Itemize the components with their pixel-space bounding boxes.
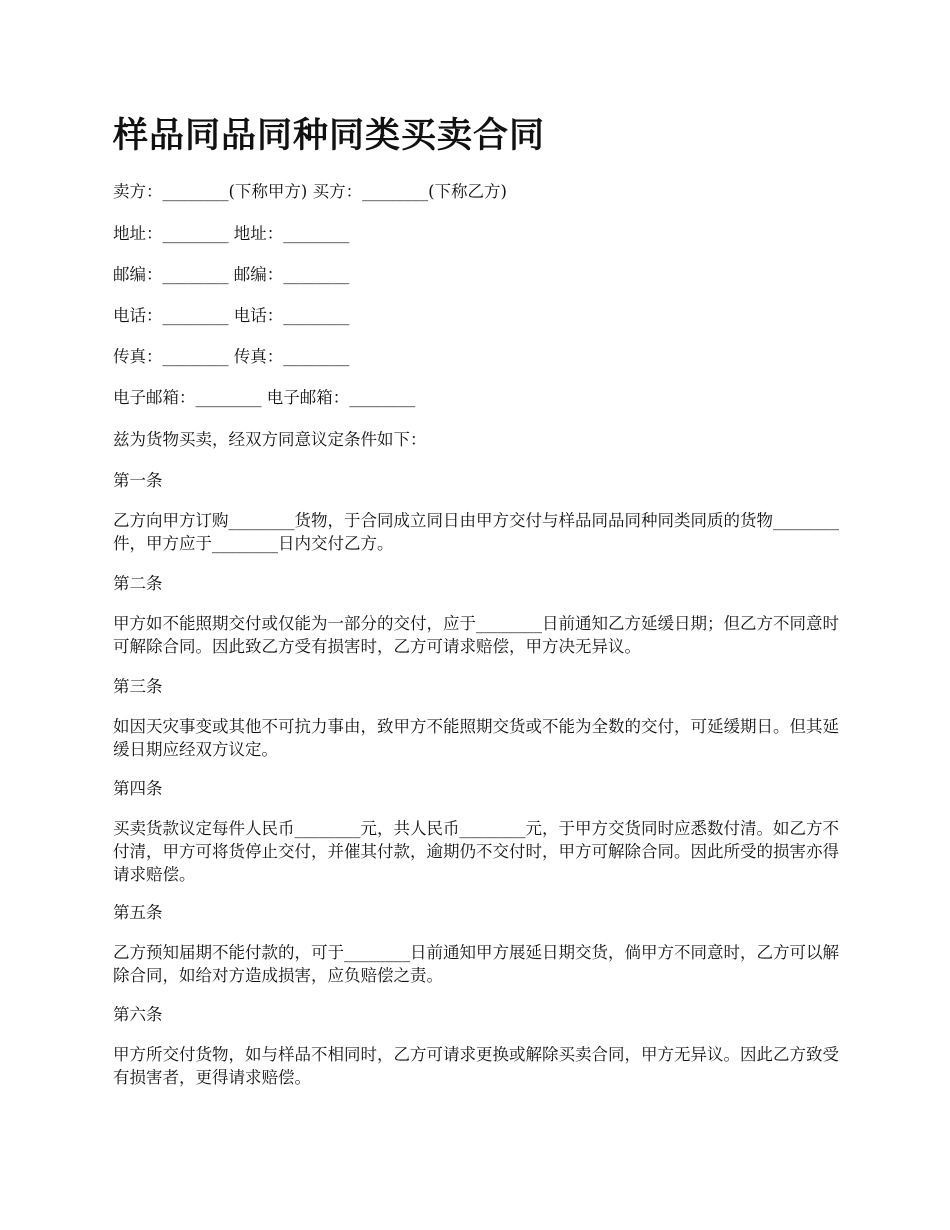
article-3-heading: 第三条 [113, 677, 163, 696]
article-6-heading: 第六条 [113, 1005, 163, 1024]
article-3-text: 如因天灾事变或其他不可抗力事由，致甲方不能照期交货或不能为全数的交付，可延缓期日。但其延缓日期应经双方议定。 [113, 717, 839, 759]
article-5-heading: 第五条 [113, 903, 163, 922]
article-4-text: 买卖货款议定每件人民币________元，共人民币________元，于甲方交货同时应悉数付清。如乙方不付清，甲方可将货停止交付，并催其付款，逾期仍不交付时，甲方可解除合同。因此所受的损害亦得请求赔偿。 [113, 819, 839, 884]
article-6-text: 甲方所交付货物，如与样品不相同时，乙方可请求更换或解除买卖合同，甲方无异议。因此乙方致受有损害者，更得请求赔偿。 [113, 1045, 839, 1087]
article-4-heading: 第四条 [113, 779, 163, 798]
party-fax-line: 传真：________ 传真：________ [113, 347, 350, 366]
party-address-line: 地址：________ 地址：________ [113, 224, 350, 243]
article-2-heading: 第二条 [113, 574, 163, 593]
document-title: 样品同品同种同类买卖合同 [113, 115, 546, 156]
article-5-text: 乙方预知届期不能付款的，可于________日前通知甲方展延日期交货，倘甲方不同意时，乙方可以解除合同，如给对方造成损害，应负赔偿之责。 [113, 943, 839, 985]
article-2-text: 甲方如不能照期交付或仅能为一部分的交付，应于________日前通知乙方延缓日期；但乙方不同意时可解除合同。因此致乙方受有损害时，乙方可请求赔偿，甲方决无异议。 [113, 614, 839, 656]
party-postcode-line: 邮编：________ 邮编：________ [113, 265, 350, 284]
article-1-text: 乙方向甲方订购________货物，于合同成立同日由甲方交付与样品同品同种同类同质的货物________件，甲方应于________日内交付乙方。 [113, 511, 839, 553]
party-email-line: 电子邮箱：________ 电子邮箱：________ [113, 388, 416, 407]
article-1-heading: 第一条 [113, 471, 163, 490]
intro-line: 兹为货物买卖，经双方同意议定条件如下： [113, 430, 427, 449]
party-seller-buyer-line: 卖方：________(下称甲方) 买方：________(下称乙方) [113, 182, 507, 201]
party-phone-line: 电话：________ 电话：________ [113, 306, 350, 325]
